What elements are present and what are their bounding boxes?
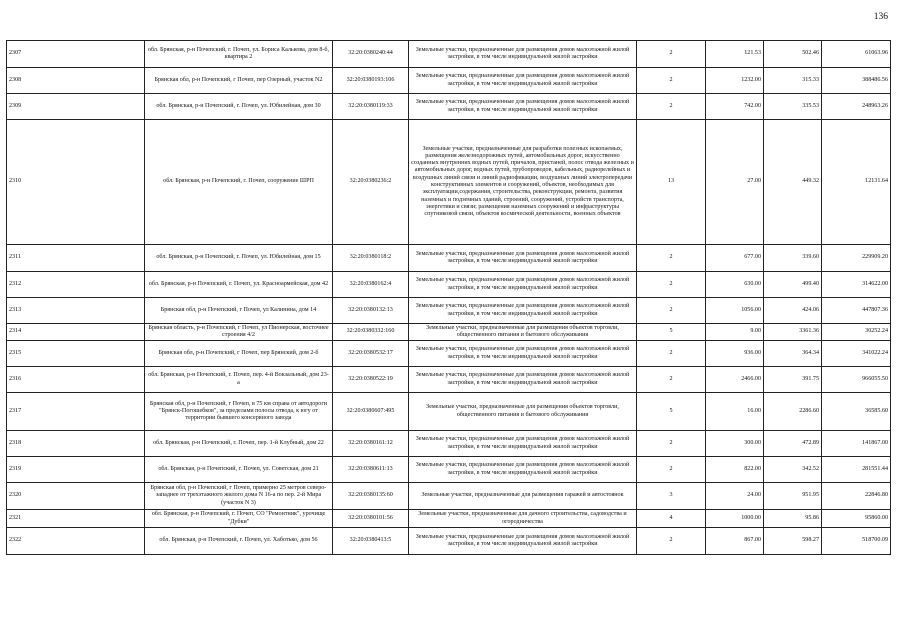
cadastral-value-cell: 388486.56	[822, 68, 891, 94]
area-cell: 742.00	[706, 94, 764, 120]
specific-value-cell: 391.75	[764, 367, 822, 393]
cadastral-number-cell: 32:20:0380611:13	[333, 457, 409, 483]
cadastral-value-cell: 447807.36	[822, 298, 891, 324]
cadastral-value-cell: 314622.00	[822, 272, 891, 298]
cadastral-value-table	[6, 40, 891, 555]
use-group-cell: 5	[637, 393, 706, 431]
cadastral-value-cell: 141867.00	[822, 431, 891, 457]
specific-value-cell: 499.40	[764, 272, 822, 298]
table-row	[7, 483, 891, 510]
table-row	[7, 68, 891, 94]
address-cell: Брянская обл, р-н Почепский, г Почеп, примерно 25 метров северо-западнее от трехэтажного жилого дома N 16-а по пер. 2-й Мира (участок N 3)	[145, 483, 333, 510]
cadastral-value-cell: 30252.24	[822, 324, 891, 341]
cadastral-number-cell: 32:20:0380240:44	[333, 41, 409, 68]
cadastral-number-cell: 32:20:0380193:106	[333, 68, 409, 94]
table-row	[7, 298, 891, 324]
cadastral-number-cell: 32:20:0380332:160	[333, 324, 409, 341]
table-row	[7, 528, 891, 555]
table-row	[7, 41, 891, 68]
cadastral-value-cell: 518700.09	[822, 528, 891, 555]
permitted-use-cell: Земельные участки, предназначенные для размещения домов малоэтажной жилой застройки, в том числе индивидуальной жилой застройки	[409, 431, 637, 457]
specific-value-cell: 502.46	[764, 41, 822, 68]
address-cell: обл. Брянская, р-н Почепский, г. Почеп, ул. Юбилейная, дом 15	[145, 245, 333, 272]
cadastral-number-cell: 32:20:0380101:56	[333, 510, 409, 528]
address-cell: обл. Брянская, р-н Почепский, г. Почеп, пер. 1-й Клубный, дом 22	[145, 431, 333, 457]
address-cell: обл. Брянская, р-н Почепский, г. Почеп, СО "Ремонтник", урочище "Дубки"	[145, 510, 333, 528]
permitted-use-cell: Земельные участки, предназначенные для размещения домов малоэтажной жилой застройки, в том числе индивидуальной жилой застройки	[409, 94, 637, 120]
cadastral-number-cell: 32:20:0380132:13	[333, 298, 409, 324]
permitted-use-cell: Земельные участки, предназначенные для размещения объектов торговли, общественного питания и бытового обслуживания	[409, 393, 637, 431]
permitted-use-cell: Земельные участки, предназначенные для размещения объектов торговли, общественного питания и бытового обслуживания	[409, 324, 637, 341]
specific-value-cell: 315.33	[764, 68, 822, 94]
permitted-use-cell: Земельные участки, предназначенные для размещения домов малоэтажной жилой застройки, в том числе индивидуальной жилой застройки	[409, 272, 637, 298]
cadastral-value-cell: 229909.20	[822, 245, 891, 272]
permitted-use-cell: Земельные участки, предназначенные для дачного строительства, садоводства и огородничества	[409, 510, 637, 528]
area-cell: 27.00	[706, 120, 764, 245]
area-cell: 24.00	[706, 483, 764, 510]
area-cell: 1232.00	[706, 68, 764, 94]
area-cell: 867.00	[706, 528, 764, 555]
address-cell: Брянская обл, р-н Почепский, г Почеп, пер Озерный, участок N2	[145, 68, 333, 94]
table-row	[7, 324, 891, 341]
address-cell: Брянская обл, р-н Почепский, г Почеп, пер Брянский, дом 2-б	[145, 341, 333, 367]
specific-value-cell: 335.53	[764, 94, 822, 120]
row-number-cell: 2314	[7, 324, 145, 341]
area-cell: 630.00	[706, 272, 764, 298]
table-row	[7, 272, 891, 298]
permitted-use-cell: Земельные участки, предназначенные для размещения домов малоэтажной жилой застройки, в том числе индивидуальной жилой застройки	[409, 528, 637, 555]
row-number-cell: 2320	[7, 483, 145, 510]
permitted-use-cell: Земельные участки, предназначенные для разработки полезных ископаемых, размещения железнодорожных путей, автомобильных дорог, искусственно созданных внутренних водных путей, причалов, пристаней, полос отвода железных и автомобильных дорог, водных путей, трубопроводов, кабельных, радиорелейных и воздушных линий связи и линий радиофикации, воздушных линий электропередачи конструктивных элементов и сооружений, объектов, необходимых для эксплуатации,содержания, строительства, реконструкции, ремонта, развития наземных и подземных зданий, строений, сооружений, устройств транспорта, энергетики и связи; размещения наземных сооружений и инфраструктуры спутниковой связи, объектов космической деятельности, военных объектов	[409, 120, 637, 245]
table-row	[7, 510, 891, 528]
address-cell: обл. Брянская, р-н Почепский, г. Почеп, пер. 4-й Вокзальный, дом 23-а	[145, 367, 333, 393]
permitted-use-cell: Земельные участки, предназначенные для размещения домов малоэтажной жилой застройки, в том числе индивидуальной жилой застройки	[409, 298, 637, 324]
address-cell: Брянская обл, р-н Почепский, г Почеп, в 75 км справа от автодороги "Брянск-Погошебков", за пределами полосы отвода, к югу от территории бывшего консервного завода	[145, 393, 333, 431]
address-cell: обл. Брянская, р-н Почепский, г. Почеп, ул. Красноармейская, дом 42	[145, 272, 333, 298]
area-cell: 677.00	[706, 245, 764, 272]
row-number-cell: 2309	[7, 94, 145, 120]
use-group-cell: 3	[637, 483, 706, 510]
address-cell: обл. Брянская, р-н Почепский, г. Почеп, ул. Хаботько, дом 56	[145, 528, 333, 555]
cadastral-value-cell: 248963.26	[822, 94, 891, 120]
use-group-cell: 2	[637, 41, 706, 68]
use-group-cell: 2	[637, 272, 706, 298]
row-number-cell: 2317	[7, 393, 145, 431]
row-number-cell: 2318	[7, 431, 145, 457]
address-cell: обл. Брянская, р-н Почепский, г. Почеп, сооружение ШРП	[145, 120, 333, 245]
row-number-cell: 2312	[7, 272, 145, 298]
table-row	[7, 457, 891, 483]
specific-value-cell: 472.89	[764, 431, 822, 457]
cadastral-number-cell: 32:20:0380607:495	[333, 393, 409, 431]
cadastral-value-cell: 36585.60	[822, 393, 891, 431]
area-cell: 936.00	[706, 341, 764, 367]
use-group-cell: 2	[637, 68, 706, 94]
address-cell: обл. Брянская, р-н Почепский, г. Почеп, ул. Советская, дом 21	[145, 457, 333, 483]
row-number-cell: 2307	[7, 41, 145, 68]
row-number-cell: 2310	[7, 120, 145, 245]
use-group-cell: 2	[637, 245, 706, 272]
address-cell: обл. Брянская, р-н Почепский, г. Почеп, ул. Юбилейная, дом 30	[145, 94, 333, 120]
permitted-use-cell: Земельные участки, предназначенные для размещения домов малоэтажной жилой застройки, в том числе индивидуальной жилой застройки	[409, 68, 637, 94]
specific-value-cell: 364.34	[764, 341, 822, 367]
specific-value-cell: 2286.60	[764, 393, 822, 431]
page-number: 136	[873, 12, 888, 22]
cadastral-number-cell: 32:20:0380532:17	[333, 341, 409, 367]
use-group-cell: 2	[637, 457, 706, 483]
area-cell: 121.53	[706, 41, 764, 68]
cadastral-value-cell: 12131.64	[822, 120, 891, 245]
cadastral-number-cell: 32:20:0380522:19	[333, 367, 409, 393]
row-number-cell: 2322	[7, 528, 145, 555]
area-cell: 16.00	[706, 393, 764, 431]
address-cell: Брянская обл, р-н Почепский, г Почеп, ул Калинина, дом 14	[145, 298, 333, 324]
specific-value-cell: 951.95	[764, 483, 822, 510]
use-group-cell: 2	[637, 367, 706, 393]
permitted-use-cell: Земельные участки, предназначенные для размещения домов малоэтажной жилой застройки, в том числе индивидуальной жилой застройки	[409, 367, 637, 393]
row-number-cell: 2316	[7, 367, 145, 393]
cadastral-value-cell: 61063.96	[822, 41, 891, 68]
cadastral-value-cell: 95860.00	[822, 510, 891, 528]
cadastral-number-cell: 32:20:0380236:2	[333, 120, 409, 245]
table-row	[7, 341, 891, 367]
table-row	[7, 367, 891, 393]
address-cell: обл. Брянская, р-н Почепский, г. Почеп, ул. Бориса Калькова, дом 8-б, квартира 2	[145, 41, 333, 68]
permitted-use-cell: Земельные участки, предназначенные для размещения домов малоэтажной жилой застройки, в том числе индивидуальной жилой застройки	[409, 41, 637, 68]
cadastral-number-cell: 32:20:0380118:2	[333, 245, 409, 272]
area-cell: 2466.00	[706, 367, 764, 393]
specific-value-cell: 3361.36	[764, 324, 822, 341]
table-row	[7, 393, 891, 431]
table-row	[7, 245, 891, 272]
specific-value-cell: 95.86	[764, 510, 822, 528]
specific-value-cell: 598.27	[764, 528, 822, 555]
permitted-use-cell: Земельные участки, предназначенные для размещения домов малоэтажной жилой застройки, в том числе индивидуальной жилой застройки	[409, 245, 637, 272]
area-cell: 1056.00	[706, 298, 764, 324]
specific-value-cell: 449.32	[764, 120, 822, 245]
use-group-cell: 2	[637, 94, 706, 120]
use-group-cell: 5	[637, 324, 706, 341]
area-cell: 9.00	[706, 324, 764, 341]
row-number-cell: 2321	[7, 510, 145, 528]
table-row	[7, 431, 891, 457]
use-group-cell: 4	[637, 510, 706, 528]
use-group-cell: 2	[637, 528, 706, 555]
area-cell: 300.00	[706, 431, 764, 457]
table-row	[7, 94, 891, 120]
cadastral-number-cell: 32:20:0380135:60	[333, 483, 409, 510]
table-row	[7, 120, 891, 245]
use-group-cell: 2	[637, 341, 706, 367]
address-cell: Брянская область, р-н Почепский, г Почеп, ул Пионерская, восточнее строения 4/2	[145, 324, 333, 341]
cadastral-number-cell: 32:20:0380162:4	[333, 272, 409, 298]
cadastral-number-cell: 32:20:0380161:12	[333, 431, 409, 457]
cadastral-value-cell: 22846.80	[822, 483, 891, 510]
row-number-cell: 2311	[7, 245, 145, 272]
row-number-cell: 2315	[7, 341, 145, 367]
row-number-cell: 2308	[7, 68, 145, 94]
area-cell: 822.00	[706, 457, 764, 483]
specific-value-cell: 342.52	[764, 457, 822, 483]
use-group-cell: 13	[637, 120, 706, 245]
area-cell: 1000.00	[706, 510, 764, 528]
permitted-use-cell: Земельные участки, предназначенные для размещения домов малоэтажной жилой застройки, в том числе индивидуальной жилой застройки	[409, 341, 637, 367]
cadastral-value-cell: 281551.44	[822, 457, 891, 483]
cadastral-number-cell: 32:20:0380413:5	[333, 528, 409, 555]
cadastral-value-cell: 341022.24	[822, 341, 891, 367]
use-group-cell: 2	[637, 431, 706, 457]
cadastral-value-cell: 966055.50	[822, 367, 891, 393]
permitted-use-cell: Земельные участки, предназначенные для размещения домов малоэтажной жилой застройки, в том числе индивидуальной жилой застройки	[409, 457, 637, 483]
permitted-use-cell: Земельные участки, предназначенные для размещения гаражей и автостоянок	[409, 483, 637, 510]
specific-value-cell: 339.60	[764, 245, 822, 272]
cadastral-number-cell: 32:20:0380119:33	[333, 94, 409, 120]
row-number-cell: 2319	[7, 457, 145, 483]
use-group-cell: 2	[637, 298, 706, 324]
row-number-cell: 2313	[7, 298, 145, 324]
specific-value-cell: 424.06	[764, 298, 822, 324]
